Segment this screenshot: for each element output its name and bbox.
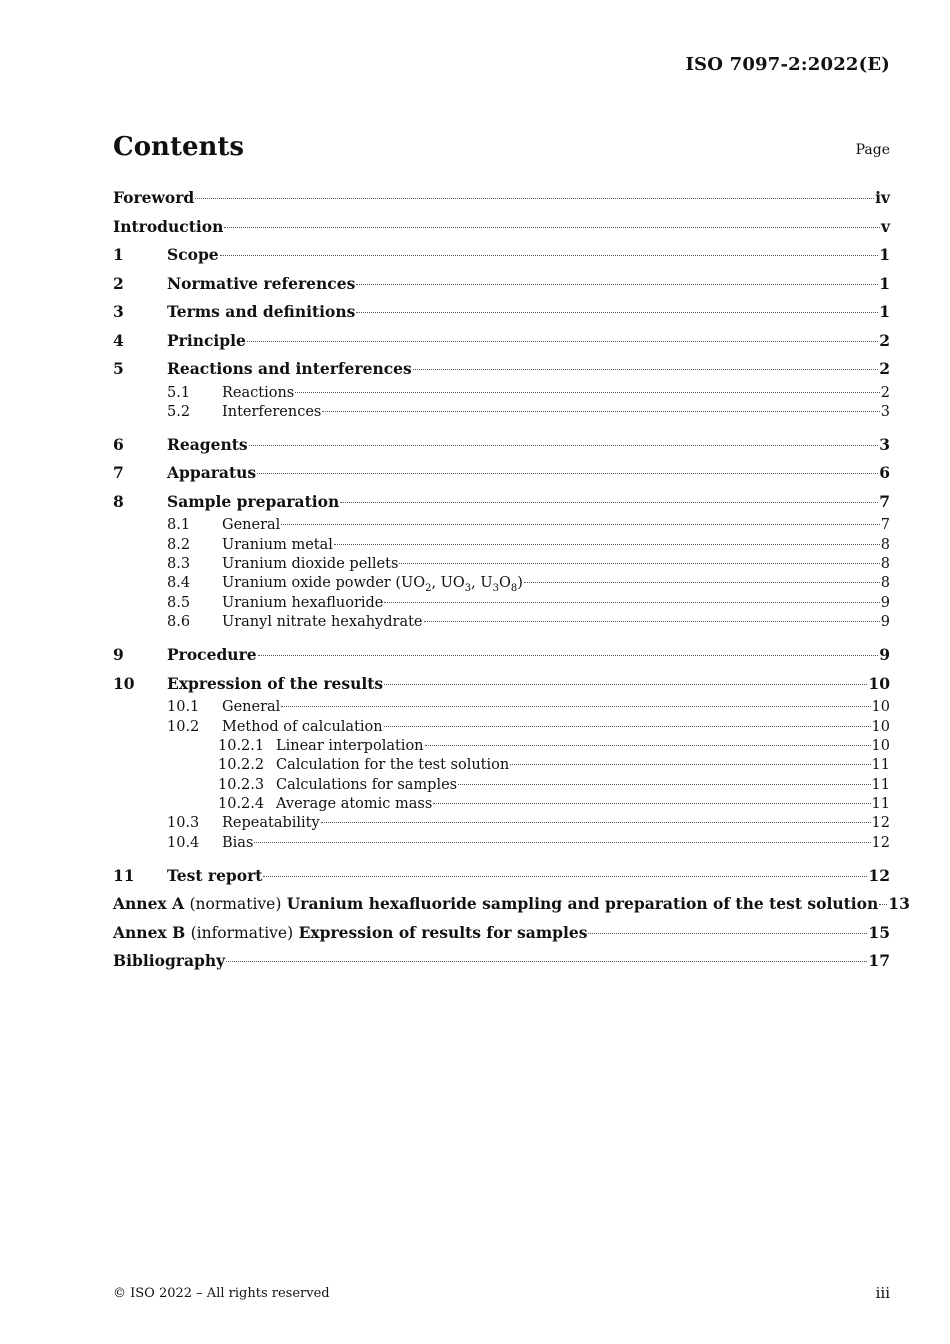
dot-leader bbox=[281, 524, 879, 525]
toc-entry[interactable] bbox=[113, 594, 890, 613]
toc-entry[interactable] bbox=[113, 862, 890, 891]
toc-page-number: 12 bbox=[868, 865, 890, 885]
toc-page-number: 6 bbox=[879, 463, 890, 483]
toc-page-number: 10 bbox=[871, 718, 890, 735]
toc-entry-title: Uranium oxide powder ($UO_2$, $UO_3$, $U_3O_8$) bbox=[222, 575, 523, 595]
toc-entry-title: Scope bbox=[167, 245, 219, 264]
toc-entry[interactable] bbox=[113, 536, 890, 555]
toc-entry-number: 8.4 bbox=[167, 575, 191, 592]
toc-page-number: 2 bbox=[879, 359, 890, 378]
toc-entry-number: 8.5 bbox=[167, 594, 191, 611]
toc-entry-title: Terms and definitions bbox=[167, 302, 356, 321]
toc-entry[interactable] bbox=[113, 384, 890, 403]
toc-entry[interactable] bbox=[113, 555, 890, 574]
toc-page-number: 13 bbox=[888, 894, 910, 914]
toc-entry-number: 10.3 bbox=[167, 815, 200, 832]
toc-entry-title: Uranium metal bbox=[222, 536, 333, 553]
dot-leader bbox=[384, 684, 867, 685]
toc-page-number: 2 bbox=[879, 330, 890, 350]
toc-entry-number: 11 bbox=[113, 865, 135, 885]
page-column-label: Page bbox=[855, 142, 890, 158]
dot-leader bbox=[195, 198, 874, 199]
toc-entry[interactable] bbox=[113, 919, 890, 948]
toc-entry-number: 10.1 bbox=[167, 699, 200, 716]
toc-entry-title: Principle bbox=[167, 330, 246, 350]
page-number: iii bbox=[875, 1284, 890, 1302]
toc-entry-title: Calculations for samples bbox=[276, 776, 458, 793]
dot-leader bbox=[226, 961, 867, 962]
toc-entry-title: Bibliography bbox=[113, 951, 226, 971]
toc-entry[interactable] bbox=[113, 431, 890, 460]
dot-leader bbox=[340, 502, 878, 503]
dot-leader bbox=[249, 445, 879, 446]
toc-entry[interactable] bbox=[113, 516, 890, 535]
toc-entry-title: Reactions bbox=[222, 384, 295, 401]
toc-entry[interactable] bbox=[113, 641, 890, 670]
toc-entry-title: Uranium dioxide pellets bbox=[222, 556, 399, 573]
toc-entry-number: 4 bbox=[113, 330, 124, 350]
toc-entry-title: Bias bbox=[222, 834, 254, 851]
toc-entry-number: 5.1 bbox=[167, 384, 191, 401]
toc-page-number: v bbox=[880, 216, 890, 236]
toc-entry[interactable] bbox=[113, 270, 890, 299]
toc-entry-title: Introduction bbox=[113, 216, 224, 236]
toc-page-number: 10 bbox=[871, 699, 890, 716]
toc-entry-title: General bbox=[222, 517, 281, 534]
toc-entry-title: Procedure bbox=[167, 645, 257, 665]
toc-page-number: 3 bbox=[880, 403, 890, 420]
dot-leader bbox=[224, 227, 880, 228]
toc-page-number: 11 bbox=[871, 796, 890, 813]
toc-page-number: 10 bbox=[868, 673, 890, 693]
annex-label: Annex A bbox=[113, 894, 185, 914]
toc-entry-number: 10.4 bbox=[167, 834, 200, 851]
toc-entry-title: Foreword bbox=[113, 188, 195, 207]
dot-leader bbox=[510, 764, 870, 765]
dot-leader bbox=[413, 369, 878, 370]
dot-leader bbox=[247, 341, 878, 342]
toc-entry-title: Method of calculation bbox=[222, 718, 383, 735]
annex-label: Annex B bbox=[113, 922, 186, 942]
toc-page-number: iv bbox=[875, 188, 890, 207]
toc-page-number: 7 bbox=[879, 491, 890, 511]
dot-leader bbox=[433, 803, 870, 804]
toc-page-number: 9 bbox=[879, 645, 890, 665]
toc-entry[interactable] bbox=[113, 298, 890, 327]
toc-page-number: 7 bbox=[880, 517, 890, 534]
annex-type: (normative) bbox=[189, 895, 282, 914]
toc-entry[interactable] bbox=[113, 355, 890, 384]
toc-entry-title bbox=[113, 890, 878, 919]
toc-entry-title: Uranium hexafluoride bbox=[222, 594, 384, 611]
toc-entry[interactable] bbox=[113, 327, 890, 356]
table-of-contents bbox=[113, 184, 910, 976]
toc-entry-title: Interferences bbox=[222, 403, 322, 420]
toc-page-number: 1 bbox=[879, 273, 890, 293]
toc-page-number: 1 bbox=[879, 302, 890, 321]
document-identifier: ISO 7097-2:2022(E) bbox=[685, 54, 890, 75]
dot-leader bbox=[254, 842, 870, 843]
toc-entry-title: Expression of the results bbox=[167, 673, 384, 693]
toc-entry-title: Uranyl nitrate hexahydrate bbox=[222, 614, 423, 631]
dot-leader bbox=[295, 392, 880, 393]
toc-entry-number: 2 bbox=[113, 273, 124, 293]
dot-leader bbox=[458, 784, 870, 785]
toc-entry-title: Reagents bbox=[167, 434, 248, 454]
toc-entry-number: 10.2.2 bbox=[218, 757, 265, 774]
toc-entry[interactable] bbox=[113, 670, 890, 699]
annex-title: Expression of results for samples bbox=[298, 922, 588, 942]
dot-leader bbox=[356, 312, 878, 313]
toc-entry[interactable] bbox=[113, 184, 890, 213]
toc-page-number: 9 bbox=[880, 614, 890, 631]
toc-entry-number: 10.2.4 bbox=[218, 796, 265, 813]
toc-entry[interactable] bbox=[113, 403, 890, 422]
toc-entry-number: 10 bbox=[113, 673, 135, 693]
dot-leader bbox=[258, 655, 879, 656]
toc-entry-number: 10.2 bbox=[167, 718, 200, 735]
toc-entry-number: 8.1 bbox=[167, 517, 191, 534]
toc-entry-number: 8.6 bbox=[167, 614, 191, 631]
toc-entry[interactable] bbox=[113, 613, 890, 632]
dot-leader bbox=[524, 582, 880, 583]
dot-leader bbox=[220, 255, 879, 256]
dot-leader bbox=[384, 602, 879, 603]
dot-leader bbox=[588, 933, 867, 934]
contents-heading: Contents bbox=[113, 132, 245, 162]
toc-entry-title bbox=[113, 919, 587, 948]
toc-entry-number: 10.2.1 bbox=[218, 737, 265, 754]
toc-entry[interactable] bbox=[113, 241, 890, 270]
toc-entry[interactable] bbox=[113, 947, 890, 976]
dot-leader bbox=[281, 706, 870, 707]
toc-entry[interactable] bbox=[113, 459, 890, 488]
toc-entry-number: 6 bbox=[113, 434, 124, 454]
toc-entry[interactable] bbox=[113, 488, 890, 517]
toc-page-number: 12 bbox=[871, 815, 890, 832]
toc-entry-title: Test report bbox=[167, 865, 263, 885]
toc-page-number: 3 bbox=[879, 434, 890, 454]
toc-entry-number: 1 bbox=[113, 245, 124, 264]
dot-leader bbox=[321, 822, 871, 823]
toc-entry-number: 10.2.3 bbox=[218, 776, 265, 793]
dot-leader bbox=[356, 284, 878, 285]
toc-entry[interactable] bbox=[113, 795, 890, 814]
toc-entry[interactable] bbox=[113, 574, 890, 593]
toc-entry[interactable] bbox=[113, 756, 890, 775]
toc-entry[interactable] bbox=[113, 718, 890, 737]
toc-entry-title: Repeatability bbox=[222, 815, 320, 832]
toc-entry-number: 8.3 bbox=[167, 556, 191, 573]
dot-leader bbox=[334, 544, 880, 545]
dot-leader bbox=[322, 411, 879, 412]
toc-page-number: 11 bbox=[871, 757, 890, 774]
toc-page-number: 8 bbox=[880, 536, 890, 553]
dot-leader bbox=[263, 876, 867, 877]
dot-leader bbox=[425, 745, 871, 746]
toc-entry-number: 8.2 bbox=[167, 536, 191, 553]
toc-page-number: 1 bbox=[879, 245, 890, 264]
toc-entry-title: Sample preparation bbox=[167, 491, 340, 511]
toc-entry[interactable] bbox=[113, 890, 910, 919]
toc-entry[interactable] bbox=[113, 834, 890, 853]
dot-leader bbox=[424, 621, 880, 622]
copyright-notice: © ISO 2022 – All rights reserved bbox=[113, 1286, 330, 1301]
annex-title: Uranium hexafluoride sampling and preparation of the test solution bbox=[286, 894, 879, 914]
toc-page-number: 10 bbox=[871, 737, 890, 754]
toc-entry-number: 5.2 bbox=[167, 403, 191, 420]
toc-entry-number: 8 bbox=[113, 491, 124, 511]
toc-entry-number: 5 bbox=[113, 359, 124, 378]
annex-type: (informative) bbox=[190, 923, 294, 942]
toc-page-number: 12 bbox=[871, 834, 890, 851]
toc-entry[interactable] bbox=[113, 776, 890, 795]
toc-entry-title: Linear interpolation bbox=[276, 737, 424, 754]
toc-page-number: 8 bbox=[880, 556, 890, 573]
toc-entry[interactable] bbox=[113, 213, 890, 242]
toc-page-number: 15 bbox=[868, 922, 890, 942]
toc-page-number: 2 bbox=[880, 384, 890, 401]
toc-entry-number: 7 bbox=[113, 463, 124, 483]
toc-entry-title: Normative references bbox=[167, 273, 356, 293]
dot-leader bbox=[879, 904, 887, 905]
toc-entry-title: Average atomic mass bbox=[276, 796, 433, 813]
toc-entry-title: Reactions and interferences bbox=[167, 359, 412, 378]
dot-leader bbox=[399, 563, 879, 564]
toc-entry-title: General bbox=[222, 699, 281, 716]
dot-leader bbox=[257, 473, 878, 474]
toc-entry-number: 9 bbox=[113, 645, 124, 665]
toc-entry-number: 3 bbox=[113, 302, 124, 321]
toc-entry-title: Calculation for the test solution bbox=[276, 757, 510, 774]
toc-entry-title: Apparatus bbox=[167, 463, 257, 483]
dot-leader bbox=[384, 726, 871, 727]
toc-page-number: 17 bbox=[868, 951, 890, 971]
toc-page-number: 8 bbox=[880, 575, 890, 592]
toc-entry[interactable] bbox=[113, 814, 890, 833]
toc-page-number: 9 bbox=[880, 594, 890, 611]
toc-page-number: 11 bbox=[871, 776, 890, 793]
toc-entry[interactable] bbox=[113, 737, 890, 756]
toc-entry[interactable] bbox=[113, 698, 890, 717]
